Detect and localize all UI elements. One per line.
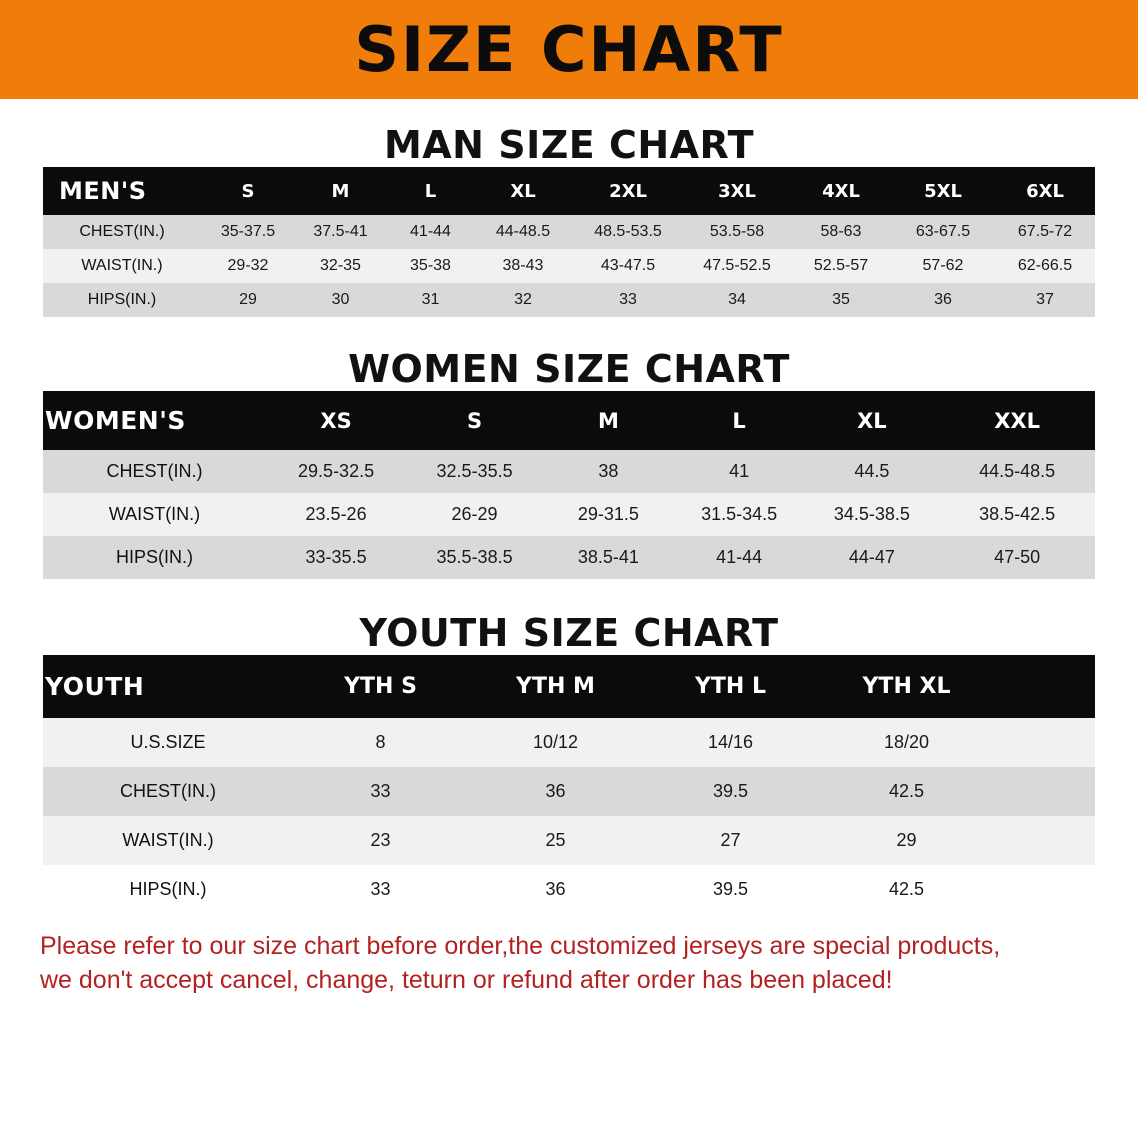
table-row xyxy=(43,283,1095,317)
women-chest-label: CHEST(IN.) xyxy=(43,450,266,493)
women-hips-s: 35.5-38.5 xyxy=(406,536,543,579)
men-waist-m: 32-35 xyxy=(293,249,388,283)
men-hips-2xl: 33 xyxy=(573,283,683,317)
youth-waist-l: 27 xyxy=(643,816,818,865)
women-waist-xl: 34.5-38.5 xyxy=(804,493,939,536)
youth-hips-label: HIPS(IN.) xyxy=(43,865,293,914)
youth-ussize-spacer xyxy=(995,718,1095,767)
men-chest-xl: 44-48.5 xyxy=(473,215,573,249)
men-chest-6xl: 67.5-72 xyxy=(995,215,1095,249)
men-header-l: L xyxy=(388,167,473,215)
youth-header-m: YTH M xyxy=(468,655,643,718)
men-header-s: S xyxy=(203,167,293,215)
women-waist-m: 29-31.5 xyxy=(543,493,674,536)
women-chest-xl: 44.5 xyxy=(804,450,939,493)
men-chest-2xl: 48.5-53.5 xyxy=(573,215,683,249)
youth-waist-m: 25 xyxy=(468,816,643,865)
youth-waist-label: WAIST(IN.) xyxy=(43,816,293,865)
table-row xyxy=(43,493,1095,536)
youth-hips-m: 36 xyxy=(468,865,643,914)
youth-ussize-xl: 18/20 xyxy=(818,718,995,767)
men-hips-s: 29 xyxy=(203,283,293,317)
men-waist-3xl: 47.5-52.5 xyxy=(683,249,791,283)
women-hips-xs: 33-35.5 xyxy=(266,536,406,579)
men-hips-m: 30 xyxy=(293,283,388,317)
men-waist-l: 35-38 xyxy=(388,249,473,283)
men-chest-3xl: 53.5-58 xyxy=(683,215,791,249)
women-waist-s: 26-29 xyxy=(406,493,543,536)
men-header-xl: XL xyxy=(473,167,573,215)
women-header-label: WOMEN'S xyxy=(43,391,266,450)
men-waist-label: WAIST(IN.) xyxy=(43,249,203,283)
men-header-m: M xyxy=(293,167,388,215)
men-waist-6xl: 62-66.5 xyxy=(995,249,1095,283)
women-chest-l: 41 xyxy=(674,450,805,493)
men-header-2xl: 2XL xyxy=(573,167,683,215)
women-chest-xxl: 44.5-48.5 xyxy=(939,450,1095,493)
men-hips-3xl: 34 xyxy=(683,283,791,317)
women-waist-l: 31.5-34.5 xyxy=(674,493,805,536)
youth-ussize-l: 14/16 xyxy=(643,718,818,767)
men-chest-5xl: 63-67.5 xyxy=(891,215,995,249)
women-hips-xxl: 47-50 xyxy=(939,536,1095,579)
youth-hips-s: 33 xyxy=(293,865,468,914)
men-chest-label: CHEST(IN.) xyxy=(43,215,203,249)
women-waist-xxl: 38.5-42.5 xyxy=(939,493,1095,536)
women-waist-label: WAIST(IN.) xyxy=(43,493,266,536)
women-section-heading: WOMEN SIZE CHART xyxy=(348,347,790,391)
man-section-heading: MAN SIZE CHART xyxy=(383,123,755,167)
youth-chest-s: 33 xyxy=(293,767,468,816)
men-chest-s: 35-37.5 xyxy=(203,215,293,249)
men-header-6xl: 6XL xyxy=(995,167,1095,215)
youth-ussize-m: 10/12 xyxy=(468,718,643,767)
table-row xyxy=(43,215,1095,249)
women-hips-l: 41-44 xyxy=(674,536,805,579)
youth-chest-xl: 42.5 xyxy=(818,767,995,816)
youth-section-heading: YOUTH SIZE CHART xyxy=(359,611,779,655)
youth-header-xl: YTH XL xyxy=(818,655,995,718)
women-hips-m: 38.5-41 xyxy=(543,536,674,579)
table-header-row xyxy=(43,167,1095,215)
men-chest-l: 41-44 xyxy=(388,215,473,249)
women-hips-xl: 44-47 xyxy=(804,536,939,579)
men-chest-4xl: 58-63 xyxy=(791,215,891,249)
women-header-xxl: XXL xyxy=(939,391,1095,450)
youth-waist-xl: 29 xyxy=(818,816,995,865)
women-chest-m: 38 xyxy=(543,450,674,493)
youth-hips-xl: 42.5 xyxy=(818,865,995,914)
women-waist-xs: 23.5-26 xyxy=(266,493,406,536)
men-waist-s: 29-32 xyxy=(203,249,293,283)
men-hips-xl: 32 xyxy=(473,283,573,317)
women-header-s: S xyxy=(406,391,543,450)
table-row xyxy=(43,816,1095,865)
page-banner xyxy=(0,0,1138,99)
men-waist-4xl: 52.5-57 xyxy=(791,249,891,283)
men-header-label: MEN'S xyxy=(43,167,203,215)
men-hips-4xl: 35 xyxy=(791,283,891,317)
men-hips-l: 31 xyxy=(388,283,473,317)
men-hips-label: HIPS(IN.) xyxy=(43,283,203,317)
men-header-5xl: 5XL xyxy=(891,167,995,215)
disclaimer-note xyxy=(40,930,1098,998)
women-chest-xs: 29.5-32.5 xyxy=(266,450,406,493)
women-hips-label: HIPS(IN.) xyxy=(43,536,266,579)
disclaimer-line-1: Please refer to our size chart before order,the customized jerseys are special products, xyxy=(40,932,1001,960)
women-header-m: M xyxy=(543,391,674,450)
table-row xyxy=(43,865,1095,914)
women-chest-s: 32.5-35.5 xyxy=(406,450,543,493)
women-size-table xyxy=(43,391,1095,579)
youth-hips-spacer xyxy=(995,865,1095,914)
youth-ussize-label: U.S.SIZE xyxy=(43,718,293,767)
table-row xyxy=(43,718,1095,767)
table-row xyxy=(43,767,1095,816)
table-header-row xyxy=(43,391,1095,450)
youth-header-spacer xyxy=(995,655,1095,718)
page-title: SIZE CHART xyxy=(354,12,784,86)
men-header-4xl: 4XL xyxy=(791,167,891,215)
youth-hips-l: 39.5 xyxy=(643,865,818,914)
men-waist-2xl: 43-47.5 xyxy=(573,249,683,283)
table-header-row xyxy=(43,655,1095,718)
men-hips-6xl: 37 xyxy=(995,283,1095,317)
youth-chest-m: 36 xyxy=(468,767,643,816)
youth-waist-spacer xyxy=(995,816,1095,865)
women-header-xl: XL xyxy=(804,391,939,450)
men-header-3xl: 3XL xyxy=(683,167,791,215)
youth-chest-spacer xyxy=(995,767,1095,816)
youth-header-label: YOUTH xyxy=(43,655,293,718)
women-header-l: L xyxy=(674,391,805,450)
men-waist-xl: 38-43 xyxy=(473,249,573,283)
table-row xyxy=(43,450,1095,493)
men-hips-5xl: 36 xyxy=(891,283,995,317)
men-size-table xyxy=(43,167,1095,317)
women-header-xs: XS xyxy=(266,391,406,450)
youth-chest-label: CHEST(IN.) xyxy=(43,767,293,816)
men-chest-m: 37.5-41 xyxy=(293,215,388,249)
youth-header-s: YTH S xyxy=(293,655,468,718)
disclaimer-line-2: we don't accept cancel, change, teturn or refund after order has been placed! xyxy=(40,965,893,994)
youth-ussize-s: 8 xyxy=(293,718,468,767)
table-row xyxy=(43,249,1095,283)
men-waist-5xl: 57-62 xyxy=(891,249,995,283)
table-row xyxy=(43,536,1095,579)
youth-chest-l: 39.5 xyxy=(643,767,818,816)
youth-size-table xyxy=(43,655,1095,914)
youth-header-l: YTH L xyxy=(643,655,818,718)
youth-waist-s: 23 xyxy=(293,816,468,865)
